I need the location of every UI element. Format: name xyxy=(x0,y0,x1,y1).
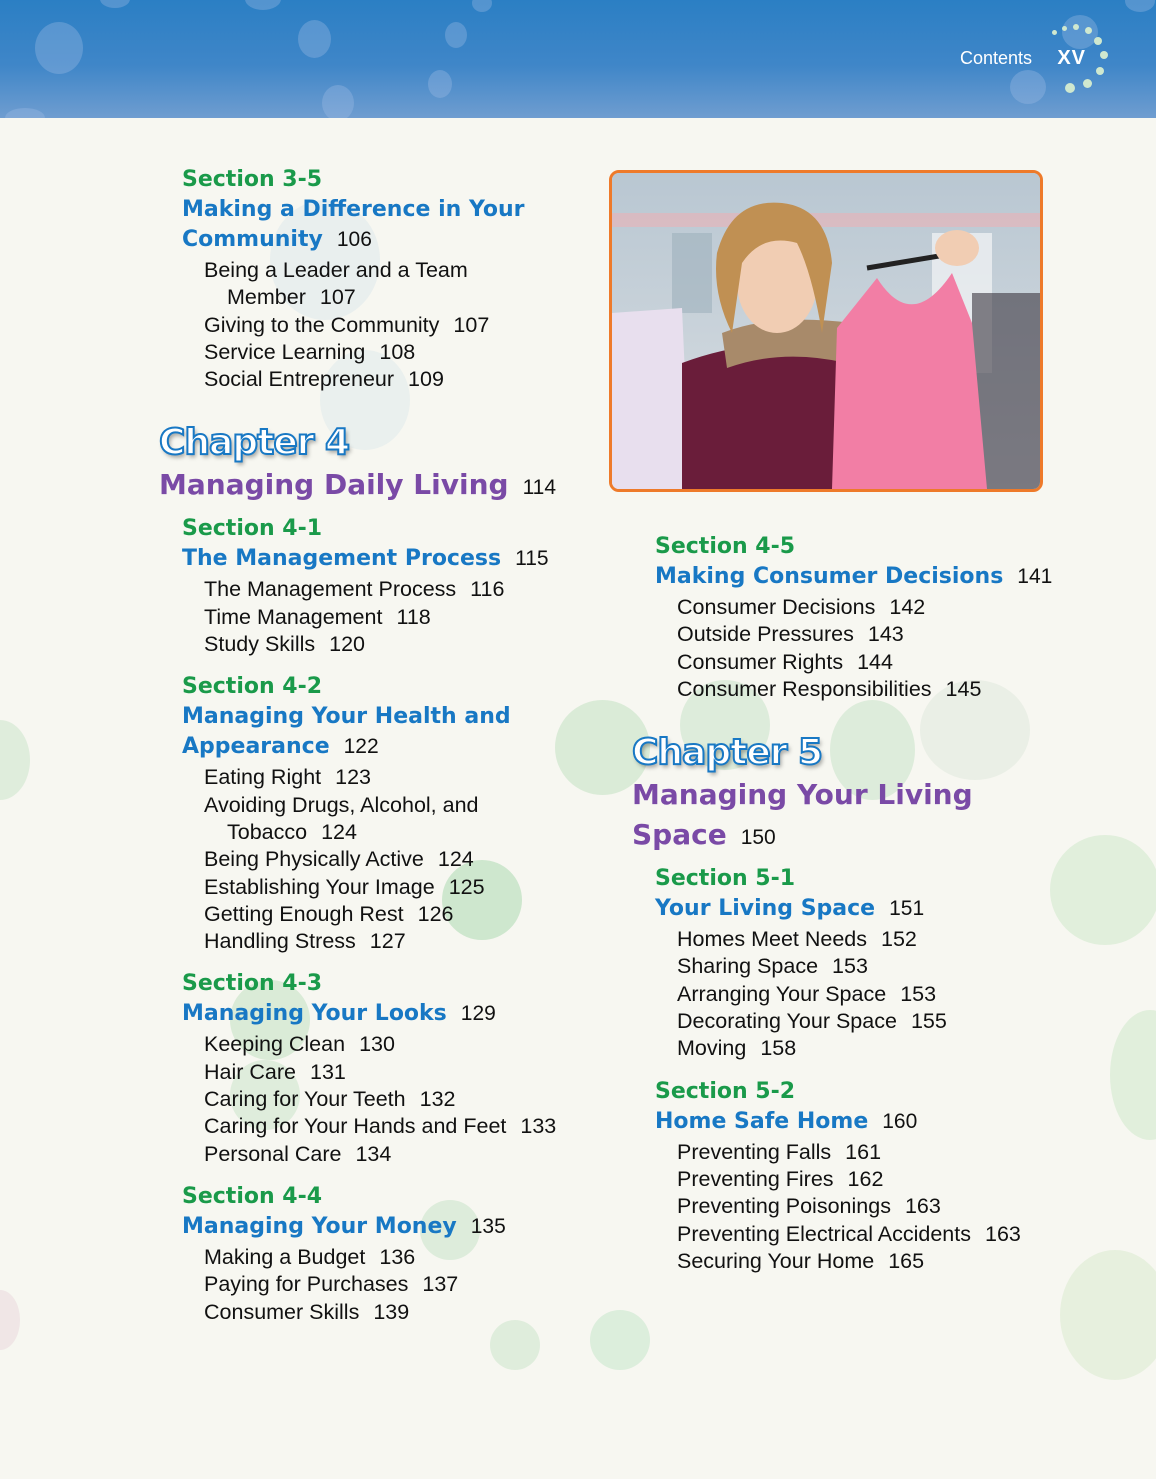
section-number: Section 3-5 xyxy=(182,167,323,192)
topic-item[interactable]: Decorating Your Space 155 xyxy=(677,1009,947,1034)
chapter-label: Chapter 4 xyxy=(159,422,350,464)
chapter-title-link[interactable] xyxy=(159,465,599,508)
section-number: Section 4-5 xyxy=(655,534,796,559)
topic-item[interactable]: Personal Care 134 xyxy=(204,1141,392,1166)
section-title-link[interactable] xyxy=(182,702,599,762)
topic-item[interactable]: Getting Enough Rest 126 xyxy=(204,901,454,926)
topic-item[interactable]: Eating Right 123 xyxy=(204,765,372,790)
topic-item[interactable]: Preventing Poisonings 163 xyxy=(677,1194,941,1219)
topic-item[interactable]: Keeping Clean 130 xyxy=(204,1032,395,1057)
topic-item[interactable]: Service Learning 108 xyxy=(204,339,416,364)
section-title-link[interactable] xyxy=(655,894,1132,924)
section-title-link[interactable] xyxy=(182,544,599,574)
section-title-link[interactable] xyxy=(182,1212,599,1242)
shopping-photo xyxy=(609,170,1043,492)
topic-item[interactable]: Preventing Fires 162 xyxy=(677,1166,884,1191)
section-5-1 xyxy=(655,864,1132,1062)
section-title-text: Your Living Space xyxy=(655,896,876,922)
section-page-number: 151 xyxy=(889,897,925,921)
section-4-5 xyxy=(655,532,1132,703)
topic-item[interactable]: Caring for Your Hands and Feet 133 xyxy=(204,1114,557,1139)
section-page-number: 115 xyxy=(515,547,549,571)
topic-list xyxy=(204,1031,599,1167)
topic-item[interactable]: Avoiding Drugs, Alcohol, and Tobacco 124 xyxy=(204,792,479,844)
section-title-line1: Making a Difference in Your xyxy=(182,197,525,222)
topic-item[interactable]: Establishing Your Image 125 xyxy=(204,874,485,899)
topic-item[interactable]: Giving to the Community 107 xyxy=(204,312,490,337)
page-header xyxy=(0,0,1156,118)
topic-item[interactable]: Hair Care 131 xyxy=(204,1059,346,1084)
topic-item[interactable]: Study Skills 120 xyxy=(204,632,365,657)
topic-item[interactable]: Outside Pressures 143 xyxy=(677,622,904,647)
chapter-4 xyxy=(159,421,599,508)
topic-list xyxy=(204,764,599,955)
topic-item[interactable]: The Management Process 116 xyxy=(204,577,505,602)
topic-item[interactable]: Consumer Rights 144 xyxy=(677,649,893,674)
section-4-3 xyxy=(182,969,599,1167)
section-page-number: 129 xyxy=(460,1002,496,1026)
chapter-page-number: 150 xyxy=(740,826,776,850)
topic-item[interactable]: Consumer Skills 139 xyxy=(204,1299,410,1324)
section-number: Section 4-1 xyxy=(182,516,323,542)
section-3-5 xyxy=(182,165,599,393)
section-page-number: 160 xyxy=(882,1109,918,1133)
chapter-label: Chapter 5 xyxy=(632,732,823,774)
section-title-text: Managing Your Looks xyxy=(182,1001,447,1027)
topic-item[interactable]: Homes Meet Needs 152 xyxy=(677,927,917,952)
section-number: Section 5-2 xyxy=(655,1078,796,1104)
chapter-title-text: Managing Daily Living xyxy=(159,468,509,502)
page-number: XV xyxy=(1057,47,1086,69)
chapter-5 xyxy=(632,731,1132,858)
left-column xyxy=(159,165,599,1340)
topic-item[interactable]: Making a Budget 136 xyxy=(204,1244,416,1269)
section-title-line1: Managing Your Health and xyxy=(182,704,511,730)
topic-list xyxy=(677,926,1132,1062)
section-page-number: 141 xyxy=(1017,565,1053,588)
section-title-link[interactable] xyxy=(655,1107,1132,1137)
section-4-2 xyxy=(182,672,599,955)
topic-item[interactable]: Consumer Responsibilities 145 xyxy=(677,676,982,701)
right-column xyxy=(632,532,1132,1289)
section-page-number: 135 xyxy=(470,1214,506,1238)
section-number: Section 5-1 xyxy=(655,866,796,892)
topic-item[interactable]: Sharing Space 153 xyxy=(677,954,868,979)
topic-list xyxy=(204,257,599,393)
section-title-link[interactable] xyxy=(655,562,1132,592)
topic-item[interactable]: Being a Leader and a Team Member 107 xyxy=(204,258,468,310)
section-page-number: 122 xyxy=(343,735,379,759)
topic-item[interactable]: Time Management 118 xyxy=(204,604,431,629)
chapter-title-line2: Space xyxy=(632,818,727,852)
topic-list xyxy=(677,1139,1132,1275)
topic-item[interactable]: Securing Your Home 165 xyxy=(677,1248,925,1273)
section-number: Section 4-4 xyxy=(182,1183,323,1209)
topic-item[interactable]: Handling Stress 127 xyxy=(204,929,406,954)
section-number: Section 4-2 xyxy=(182,674,323,700)
section-title-text: Home Safe Home xyxy=(655,1108,869,1134)
topic-item[interactable]: Being Physically Active 124 xyxy=(204,847,474,872)
running-header-title: Contents xyxy=(959,48,1032,68)
section-4-1 xyxy=(182,514,599,658)
section-number: Section 4-3 xyxy=(182,971,323,997)
topic-item[interactable]: Social Entrepreneur 109 xyxy=(204,367,444,392)
topic-list xyxy=(677,594,1132,703)
section-title-line2: Appearance xyxy=(182,734,330,760)
section-title-line2: Community xyxy=(182,227,323,252)
section-title-link[interactable] xyxy=(182,999,599,1029)
topic-item[interactable]: Paying for Purchases 137 xyxy=(204,1272,459,1297)
topic-item[interactable]: Preventing Electrical Accidents 163 xyxy=(677,1221,1021,1246)
topic-item[interactable]: Caring for Your Teeth 132 xyxy=(204,1087,456,1112)
chapter-title-line1: Managing Your Living xyxy=(632,778,973,812)
girl-shopping-image xyxy=(612,173,1040,489)
chapter-page-number: 114 xyxy=(522,476,557,500)
section-4-4 xyxy=(182,1182,599,1326)
topic-list xyxy=(204,576,599,658)
chapter-title-link[interactable] xyxy=(632,775,1132,858)
section-title-link[interactable] xyxy=(182,195,599,255)
section-title-text: Managing Your Money xyxy=(182,1213,457,1239)
topic-item[interactable]: Consumer Decisions 142 xyxy=(677,595,926,619)
topic-item[interactable]: Preventing Falls 161 xyxy=(677,1139,882,1164)
section-5-2 xyxy=(655,1077,1132,1275)
topic-item[interactable]: Moving 158 xyxy=(677,1036,797,1061)
topic-list xyxy=(204,1244,599,1326)
section-title-text: The Management Process xyxy=(182,546,502,572)
section-title-text: Making Consumer Decisions xyxy=(655,564,1004,589)
section-page-number: 106 xyxy=(336,228,372,251)
topic-item[interactable]: Arranging Your Space 153 xyxy=(677,981,937,1006)
